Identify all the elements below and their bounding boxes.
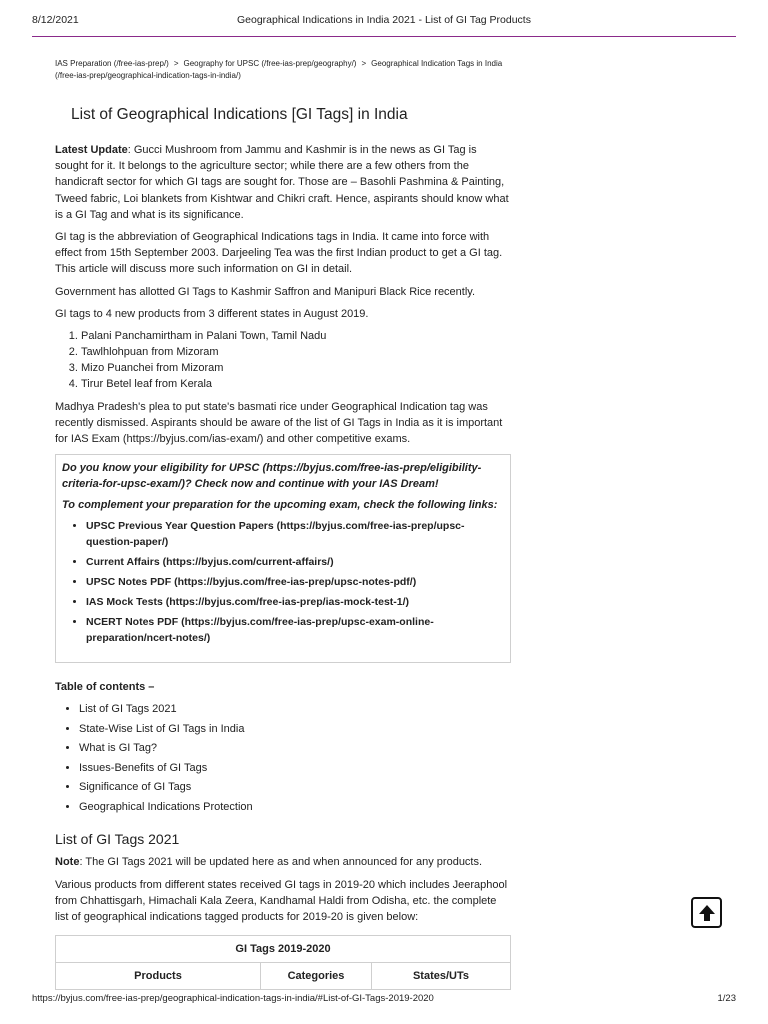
table-caption-row <box>56 936 511 963</box>
gi-tags-table <box>55 935 511 990</box>
latest-update-paragraph <box>55 142 511 223</box>
list-item: 1. Palani Panchamirtham in Palani Town, Tamil Nadu <box>81 328 511 344</box>
toc-item-what-is-gi-tag[interactable]: • What is GI Tag? <box>79 739 511 759</box>
link-upsc-notes-pdf[interactable]: • UPSC Notes PDF (https://byjus.com/free-ias-prep/upsc-notes-pdf/) <box>86 574 504 590</box>
toc-item-gi-tags-2021[interactable]: • List of GI Tags 2021 <box>79 700 511 720</box>
link-ias-mock-tests[interactable]: • IAS Mock Tests (https://byjus.com/free-ias-prep/ias-mock-test-1/) <box>86 594 504 610</box>
header-divider <box>32 36 736 37</box>
eligibility-callout <box>55 454 511 664</box>
gi-2019-20-paragraph: Various products from different states received GI tags in 2019-20 which includes Jeeraphool from Chhattisgarh, Himachali Kala Zeera, Kandhamal Haldi from Odisha, etc. the complete list of geographical indications tagged products for 2019-20 is given below: <box>55 878 508 924</box>
note-label: Note <box>55 856 80 869</box>
madhya-pradesh-paragraph: Madhya Pradesh's plea to put state's basmati rice under Geographical Indication tag was recently dismissed. Aspirants should be aware of the list of GI Tags in India as it is important for IAS Exam (https://byjus.com/ias-exam/) and other competitive exams. <box>55 401 503 446</box>
preparation-links-list <box>62 518 504 646</box>
note-paragraph <box>55 854 511 870</box>
breadcrumb-link-geography[interactable]: Geography for UPSC (/free-ias-prep/geography/) <box>183 59 357 68</box>
table-caption: GI Tags 2019-2020 <box>56 936 511 963</box>
breadcrumb-link-ias-preparation[interactable]: IAS Preparation (/free-ias-prep/) <box>55 59 169 68</box>
link-ncert-notes-pdf[interactable]: • NCERT Notes PDF (https://byjus.com/free-ias-prep/upsc-exam-online-preparation/ncert-notes/) <box>86 614 504 646</box>
print-footer <box>32 993 736 1004</box>
section-title-gi-tags-2021: List of GI Tags 2021 <box>55 831 180 848</box>
table-header-row <box>56 963 511 990</box>
new-products-intro: GI tags to 4 new products from 3 different states in August 2019. <box>55 307 369 320</box>
column-header-states: States/UTs <box>372 963 511 990</box>
breadcrumb-separator: > <box>361 59 367 68</box>
list-item: 4. Tirur Betel leaf from Kerala <box>81 376 511 392</box>
article-content <box>55 58 511 990</box>
arrow-up-icon <box>697 903 717 923</box>
print-document-title: Geographical Indications in India 2021 - List of GI Tag Products <box>237 14 531 26</box>
preparation-links-intro: To complement your preparation for the upcoming exam, check the following links: <box>62 499 498 512</box>
gi-definition-paragraph: GI tag is the abbreviation of Geographical Indications tags in India. It came into force with effect from 15th September 2003. Darjeeling Tea was the first Indian product to get a GI tag. This article will discuss more such information on GI in detail. <box>55 231 503 276</box>
page-number: 1/23 <box>717 993 736 1004</box>
toc-item-significance[interactable]: • Significance of GI Tags <box>79 778 511 798</box>
toc-item-protection[interactable]: • Geographical Indications Protection <box>79 798 511 818</box>
print-header <box>32 14 736 30</box>
column-header-categories: Categories <box>261 963 372 990</box>
toc-item-issues-benefits[interactable]: • Issues-Benefits of GI Tags <box>79 759 511 779</box>
scroll-to-top-button[interactable] <box>691 897 722 928</box>
print-date: 8/12/2021 <box>32 14 79 26</box>
government-allotment-paragraph: Government has allotted GI Tags to Kashmir Saffron and Manipuri Black Rice recently. <box>55 285 476 298</box>
breadcrumb-link-gi-tags[interactable]: Geographical Indication Tags in India (/free-ias-prep/geographical-indication-tags-in-india/) <box>55 59 503 80</box>
breadcrumb <box>55 58 511 82</box>
toc-item-state-wise-list[interactable]: • State-Wise List of GI Tags in India <box>79 720 511 740</box>
list-item: 3. Mizo Puanchei from Mizoram <box>81 360 511 376</box>
toc-heading: Table of contents – <box>55 681 155 694</box>
new-products-list <box>55 328 511 392</box>
link-upsc-question-papers[interactable]: • UPSC Previous Year Question Papers (https://byjus.com/free-ias-prep/upsc-question-paper/) <box>86 518 504 550</box>
page-title: List of Geographical Indications [GI Tags] in India <box>71 106 408 123</box>
breadcrumb-separator: > <box>173 59 179 68</box>
link-current-affairs[interactable]: • Current Affairs (https://byjus.com/current-affairs/) <box>86 554 504 570</box>
footer-url: https://byjus.com/free-ias-prep/geographical-indication-tags-in-india/#List-of-GI-Tags-2019-2020 <box>32 993 434 1004</box>
eligibility-prompt[interactable]: Do you know your eligibility for UPSC (https://byjus.com/free-ias-prep/eligibility-criteria-for-upsc-exam/)? Check now and continue with your IAS Dream! <box>62 461 482 490</box>
table-of-contents <box>55 700 511 817</box>
latest-update-label: Latest Update <box>55 144 128 156</box>
column-header-products: Products <box>56 963 261 990</box>
latest-update-text: : Gucci Mushroom from Jammu and Kashmir is in the news as GI Tag is sought for it. It belongs to the agriculture sector; while there are a few others from the handicraft sector for which GI tags are sought for. Those are – Basohli Pashmina & Painting, Tweed fabric, Loi blankets from Kishtwar and Chikri craft. Hence, aspirants should know what is a GI Tag and what is its significance. <box>55 144 509 221</box>
note-text: : The GI Tags 2021 will be updated here as and when announced for any products. <box>79 856 483 869</box>
list-item: 2. Tawlhlohpuan from Mizoram <box>81 344 511 360</box>
